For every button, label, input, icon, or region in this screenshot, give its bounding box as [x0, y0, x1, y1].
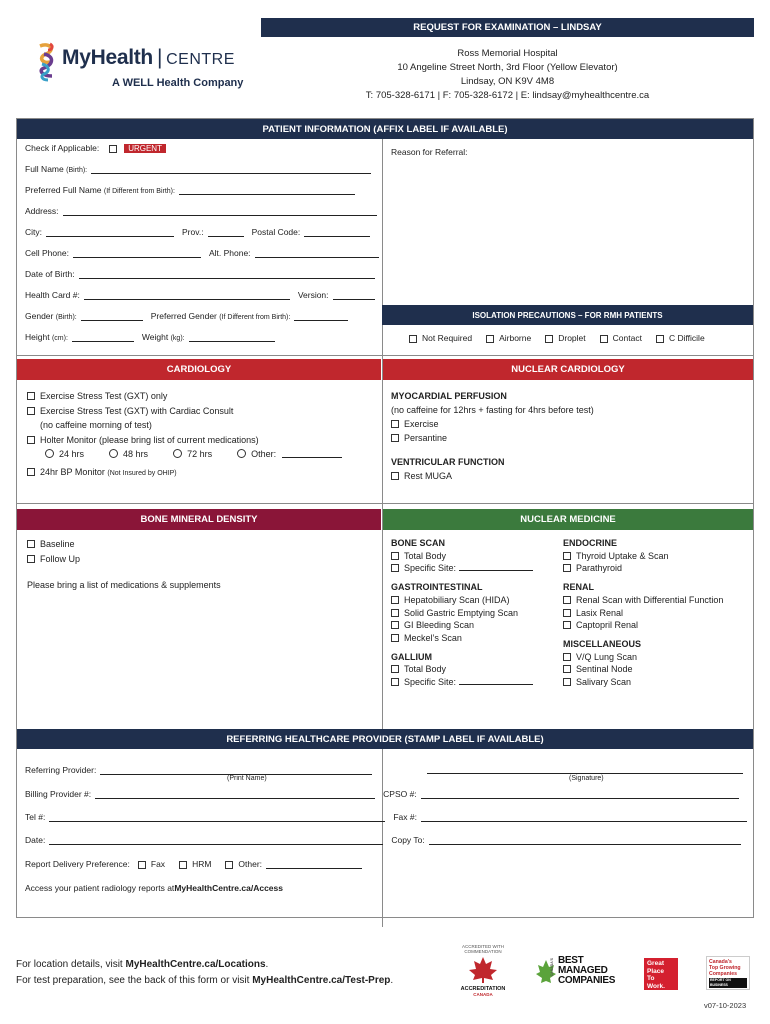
divider: [17, 355, 753, 356]
bmd-header: BONE MINERAL DENSITY: [17, 509, 381, 530]
bmc-line2: MANAGED: [558, 965, 608, 976]
delivery-other-label: Other:: [238, 859, 263, 869]
follow-up-label: Follow Up: [40, 553, 81, 564]
salivary-scan-checkbox[interactable]: [563, 678, 571, 686]
gastrointestinal-heading: GASTROINTESTINAL: [391, 582, 483, 593]
myocardial-perfusion-heading: MYOCARDIAL PERFUSION: [391, 391, 507, 401]
isolation-airborne-label: Airborne: [499, 333, 532, 343]
great-place-badge: [644, 958, 678, 990]
postal-label: Postal Code:: [251, 227, 301, 237]
vq-lung-checkbox[interactable]: [563, 653, 571, 661]
fax-label: Fax #:: [393, 812, 417, 822]
reason-label: Reason for Referral:: [391, 147, 468, 157]
bone-total-body-label: Total Body: [404, 550, 447, 561]
isolation-c-difficile-label: C Difficile: [668, 333, 705, 343]
hospital-address-2: Lindsay, ON K9V 4M8: [460, 76, 555, 87]
tg-line2: Top Growing: [709, 965, 741, 971]
form-frame: [16, 118, 754, 918]
delivery-other-checkbox[interactable]: [225, 861, 233, 869]
bmc-side: CANADA'S: [550, 958, 554, 977]
parathyroid-label: Parathyroid: [576, 563, 623, 574]
vq-lung-label: V/Q Lung Scan: [576, 651, 638, 662]
health-card-label: Health Card #:: [25, 290, 80, 300]
reason-field[interactable]: [391, 161, 747, 301]
gender-note: (Birth):: [55, 314, 77, 321]
height-label: Height: [25, 332, 50, 342]
meckels-label: Meckel’s Scan: [404, 632, 462, 643]
access-row: [25, 883, 283, 893]
alt-phone-field[interactable]: [255, 248, 379, 258]
lasix-renal-checkbox[interactable]: [563, 609, 571, 617]
cardiology-list: [27, 389, 342, 481]
follow-up-checkbox[interactable]: [27, 555, 35, 563]
isolation-airborne-checkbox[interactable]: [486, 335, 494, 343]
gender-label: Gender: [25, 311, 54, 321]
gender-row: [25, 311, 348, 321]
locations-link[interactable]: MyHealthCentre.ca/Locations: [125, 959, 266, 970]
renal-differential-checkbox[interactable]: [563, 596, 571, 604]
gallium-heading: GALLIUM: [391, 651, 432, 662]
billing-field[interactable]: [95, 789, 375, 799]
parathyroid-checkbox[interactable]: [563, 564, 571, 572]
print-name-caption: (Print Name): [227, 775, 267, 782]
myocardial-perfusion-note: (no caffeine for 12hrs + fasting for 4hrs before test): [391, 405, 594, 415]
delivery-hrm-label: HRM: [192, 859, 212, 869]
miscellaneous-heading: MISCELLANEOUS: [563, 638, 642, 649]
top-growing-badge: [706, 956, 750, 990]
holter-24-radio[interactable]: [45, 449, 54, 458]
salivary-scan-label: Salivary Scan: [576, 677, 632, 688]
isolation-droplet-label: Droplet: [558, 333, 586, 343]
address-row: [25, 206, 385, 216]
accreditation-top: ACCREDITED WITH COMMENDATION: [462, 944, 504, 954]
prov-field[interactable]: [208, 227, 244, 237]
pref-gender-note: (If Different from Birth):: [219, 314, 291, 321]
sentinal-node-label: Sentinal Node: [576, 664, 633, 675]
dob-field[interactable]: [79, 269, 375, 279]
gi-bleeding-checkbox[interactable]: [391, 621, 399, 629]
holter-other-label: Other:: [251, 449, 277, 459]
health-card-row: [25, 290, 375, 300]
preferred-name-row: [25, 185, 363, 195]
tel-row: [25, 812, 747, 822]
city-label: City:: [25, 227, 42, 237]
date-row: [25, 835, 741, 845]
tel-label: Tel #:: [25, 812, 46, 822]
bmd-list: [27, 537, 221, 593]
weight-field[interactable]: [189, 332, 275, 342]
thyroid-label: Thyroid Uptake & Scan: [576, 550, 669, 561]
footer-prep-text: For test preparation, see the back of this form or visit: [16, 975, 253, 986]
accreditation-badge: [450, 944, 516, 997]
pref-gender-field[interactable]: [294, 311, 348, 321]
baseline-label: Baseline: [40, 539, 75, 549]
gp-line4: Work.: [647, 982, 665, 990]
delivery-other-field[interactable]: [266, 859, 362, 869]
gastric-emptying-label: Solid Gastric Emptying Scan: [404, 607, 519, 618]
urgent-badge: URGENT: [124, 144, 166, 153]
gi-bleeding-label: GI Bleeding Scan: [404, 620, 475, 631]
delivery-row: [25, 859, 362, 869]
thyroid-checkbox[interactable]: [563, 552, 571, 560]
copy-to-field[interactable]: [429, 835, 741, 845]
delivery-fax-label: Fax: [150, 859, 166, 869]
delivery-hrm-checkbox[interactable]: [179, 861, 187, 869]
exercise-checkbox[interactable]: [391, 420, 399, 428]
persantine-checkbox[interactable]: [391, 434, 399, 442]
address-field[interactable]: [63, 206, 377, 216]
tel-field[interactable]: [49, 812, 385, 822]
gallium-specific-site-field[interactable]: [459, 676, 533, 685]
gp-line2: Place: [647, 967, 664, 975]
gallium-total-body-label: Total Body: [404, 664, 447, 675]
gp-line1: Great: [647, 960, 664, 967]
isolation-options: [409, 333, 705, 343]
gastric-emptying-checkbox[interactable]: [391, 609, 399, 617]
maple-leaf-icon: [468, 956, 498, 984]
check-applicable-label: Check if Applicable:: [25, 143, 100, 153]
hida-checkbox[interactable]: [391, 596, 399, 604]
nuclear-medicine-header: NUCLEAR MEDICINE: [383, 509, 753, 530]
tg-line3: Companies: [709, 971, 737, 977]
divider: [382, 139, 383, 359]
postal-field[interactable]: [304, 227, 370, 237]
bmc-line1: BEST: [558, 955, 584, 966]
gxt-consult-label: Exercise Stress Test (GXT) with Cardiac Consult: [40, 405, 234, 416]
bp-monitor-checkbox[interactable]: [27, 468, 35, 476]
rest-muga-checkbox[interactable]: [391, 472, 399, 480]
city-row: [25, 227, 370, 237]
holter-other-field[interactable]: [282, 449, 342, 458]
footer-location-text: For location details, visit: [16, 959, 126, 970]
billing-row: [25, 789, 739, 799]
gallium-total-body-checkbox[interactable]: [391, 665, 399, 673]
signature-field[interactable]: [427, 764, 743, 774]
bmd-note: Please bring a list of medications & supplements: [27, 580, 221, 590]
gxt-consult-note: (no caffeine morning of test): [40, 420, 152, 430]
divider: [17, 503, 753, 504]
gxt-only-checkbox[interactable]: [27, 392, 35, 400]
myhealth-logo-icon: [36, 40, 58, 82]
isolation-contact-label: Contact: [612, 333, 642, 343]
gallium-specific-site-checkbox[interactable]: [391, 678, 399, 686]
preferred-name-label: Preferred Full Name: [25, 185, 102, 195]
gender-field[interactable]: [81, 311, 143, 321]
baseline-checkbox[interactable]: [27, 540, 35, 548]
alt-phone-label: Alt. Phone:: [208, 248, 251, 258]
footer-punct: .: [265, 959, 269, 970]
form-title: REQUEST FOR EXAMINATION – LINDSAY: [261, 18, 754, 37]
nuclear-cardiology-header: NUCLEAR CARDIOLOGY: [383, 359, 753, 380]
hospital-address-1: 10 Angeline Street North, 3rd Floor (Yellow Elevator): [397, 62, 618, 73]
billing-label: Billing Provider #:: [25, 789, 92, 799]
dob-row: [25, 269, 383, 279]
gp-line3: To: [647, 975, 655, 982]
full-name-field[interactable]: [91, 164, 371, 174]
holter-other-radio[interactable]: [237, 449, 246, 458]
endocrine-heading: ENDOCRINE: [563, 538, 618, 548]
delivery-label: Report Delivery Preference:: [25, 859, 130, 869]
bp-monitor-note: (Not Insured by OHIP): [107, 469, 177, 477]
tg-line4: REPORT ON BUSINESS: [709, 978, 747, 988]
captopril-renal-checkbox[interactable]: [563, 621, 571, 629]
access-text: Access your patient radiology reports at: [25, 883, 175, 893]
access-link[interactable]: MyHealthCentre.ca/Access: [174, 883, 283, 893]
nuclear-medicine-right: [563, 537, 723, 689]
ventricular-function-heading: VENTRICULAR FUNCTION: [391, 457, 505, 467]
sentinal-node-checkbox[interactable]: [563, 665, 571, 673]
date-field[interactable]: [49, 835, 383, 845]
weight-label: Weight: [141, 332, 169, 342]
city-field[interactable]: [46, 227, 174, 237]
nuclear-medicine-left: [391, 537, 533, 689]
renal-heading: RENAL: [563, 582, 594, 593]
check-applicable-row: [25, 143, 166, 153]
brand-tagline: A WELL Health Company: [112, 77, 244, 89]
isolation-contact-checkbox[interactable]: [600, 335, 608, 343]
height-weight-row: [25, 332, 275, 342]
version-field[interactable]: [333, 290, 375, 300]
cpso-label: CPSO #:: [383, 789, 417, 799]
nuclear-cardiology-list: [391, 389, 594, 483]
gxt-consult-checkbox[interactable]: [27, 407, 35, 415]
isolation-droplet-checkbox[interactable]: [545, 335, 553, 343]
holter-48-radio[interactable]: [109, 449, 118, 458]
meckels-checkbox[interactable]: [391, 634, 399, 642]
referring-provider-field[interactable]: [100, 765, 372, 775]
bone-total-body-checkbox[interactable]: [391, 552, 399, 560]
full-name-row: [25, 164, 379, 174]
bone-scan-heading: BONE SCAN: [391, 538, 446, 548]
health-card-field[interactable]: [84, 290, 290, 300]
footer-punct: .: [390, 975, 394, 986]
isolation-not-required-label: Not Required: [422, 333, 473, 343]
tg-line1: Canada's: [709, 959, 732, 965]
hospital-info: [261, 47, 754, 103]
rest-muga-label: Rest MUGA: [404, 471, 453, 481]
preferred-name-note: (If Different from Birth):: [103, 188, 175, 195]
cell-label: Cell Phone:: [25, 248, 69, 258]
gxt-only-label: Exercise Stress Test (GXT) only: [40, 391, 168, 401]
urgent-checkbox[interactable]: [109, 145, 117, 153]
full-name-label: Full Name: [25, 164, 64, 174]
hospital-name: Ross Memorial Hospital: [457, 48, 558, 59]
exercise-label: Exercise: [404, 419, 439, 429]
version-label: Version:: [297, 290, 329, 300]
persantine-label: Persantine: [404, 433, 448, 443]
brand-logo-text: MyHealth | CENTRE: [62, 46, 235, 69]
referring-provider-row: [25, 765, 380, 775]
copy-to-label: Copy To:: [391, 835, 425, 845]
test-prep-link[interactable]: MyHealthCentre.ca/Test-Prep: [252, 975, 391, 986]
isolation-c-difficile-checkbox[interactable]: [656, 335, 664, 343]
renal-differential-label: Renal Scan with Differential Function: [576, 594, 724, 605]
cpso-field[interactable]: [421, 789, 739, 799]
hida-label: Hepatobiliary Scan (HIDA): [404, 594, 510, 605]
isolation-not-required-checkbox[interactable]: [409, 335, 417, 343]
holter-72-label: 72 hrs: [187, 449, 213, 459]
cardiology-header: CARDIOLOGY: [17, 359, 381, 380]
address-label: Address:: [25, 206, 59, 216]
preferred-name-field[interactable]: [179, 185, 355, 195]
gallium-specific-site-label: Specific Site:: [404, 677, 457, 688]
bone-specific-site-checkbox[interactable]: [391, 564, 399, 572]
lasix-renal-label: Lasix Renal: [576, 607, 624, 618]
signature-caption: (Signature): [569, 775, 604, 782]
holter-label: Holter Monitor (please bring list of current medications): [40, 434, 259, 445]
height-note: (cm):: [51, 335, 68, 342]
form-version: v07-10-2023: [704, 1001, 747, 1010]
holter-checkbox[interactable]: [27, 436, 35, 444]
pref-gender-label: Preferred Gender: [150, 311, 217, 321]
bone-specific-site-field[interactable]: [459, 562, 533, 571]
referring-header: REFERRING HEALTHCARE PROVIDER (STAMP LABEL IF AVAILABLE): [17, 729, 753, 749]
dob-label: Date of Birth:: [25, 269, 75, 279]
bone-specific-site-label: Specific Site:: [404, 563, 457, 574]
footer-text: [16, 957, 393, 989]
accreditation-sub: CANADA: [473, 992, 493, 997]
height-field[interactable]: [72, 332, 134, 342]
cell-field[interactable]: [73, 248, 201, 258]
bmc-line3: COMPANIES: [558, 975, 616, 986]
phone-row: [25, 248, 379, 258]
captopril-renal-label: Captopril Renal: [576, 620, 639, 631]
patient-info-header: PATIENT INFORMATION (AFFIX LABEL IF AVAILABLE): [17, 119, 753, 139]
holter-48-label: 48 hrs: [123, 449, 149, 459]
accreditation-name: ACCREDITATION: [460, 986, 506, 992]
prov-label: Prov.:: [182, 227, 204, 237]
delivery-fax-checkbox[interactable]: [138, 861, 146, 869]
holter-24-label: 24 hrs: [59, 449, 85, 459]
full-name-note: (Birth):: [66, 167, 88, 174]
bp-monitor-label: 24hr BP Monitor: [40, 466, 105, 477]
date-label: Date:: [25, 835, 46, 845]
weight-note: (kg):: [170, 335, 185, 342]
holter-72-radio[interactable]: [173, 449, 182, 458]
isolation-header: ISOLATION PRECAUTIONS – FOR RMH PATIENTS: [382, 305, 753, 325]
fax-field[interactable]: [421, 812, 747, 822]
hospital-contact: T: 705-328-6171 | F: 705-328-6172 | E: lindsay@myhealthcentre.ca: [365, 90, 650, 101]
referring-provider-label: Referring Provider:: [25, 765, 97, 775]
